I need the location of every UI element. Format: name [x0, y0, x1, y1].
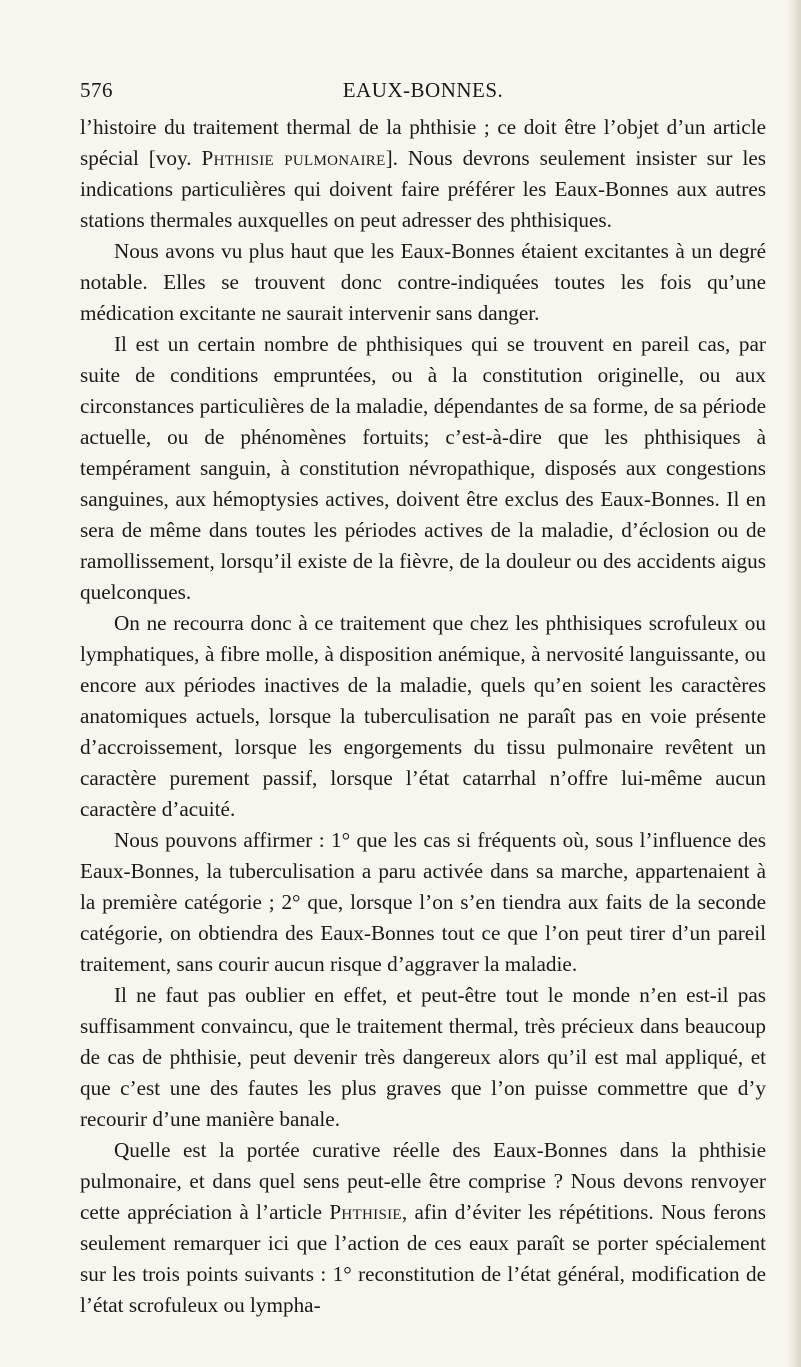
- paragraph-6: Il ne faut pas oublier en effet, et peut-être tout le monde n’en est-il pas suffisamment convaincu, que le traitement thermal, très précieux dans beaucoup de cas de phthisie, peut devenir très dangereux alors qu’il est mal appliqué, et que c’est une des fautes les plus graves que l’on puisse commettre que d’y recourir d’une manière banale.: [80, 983, 766, 1131]
- running-header: [80, 78, 766, 106]
- paragraph-3: Il est un certain nombre de phthisiques qui se trouvent en pareil cas, par suite de conditions empruntées, ou à la constitution originelle, ou aux circonstances particulières de la maladie, dépendantes de sa forme, de sa période actuelle, ou de phénomènes fortuits; c’est-à-dire que les phthisiques à tempérament sanguin, à constitution névropathique, disposés aux congestions sanguines, aux hémoptysies actives, doivent être exclus des Eaux-Bonnes. Il en sera de même dans toutes les périodes actives de la maladie, d’éclosion ou de ramollissement, lorsqu’il existe de la fièvre, de la douleur ou des accidents aigus quelconques.: [80, 332, 766, 604]
- cross-reference-phthisie-pulmonaire: Phthisie pulmonaire: [201, 146, 386, 170]
- page-edge-shadow: [787, 0, 801, 1367]
- paragraph-4: On ne recourra donc à ce traitement que chez les phthisiques scrofuleux ou lymphatiques, à fibre molle, à disposition anémique, à nervosité languissante, ou encore aux périodes inactives de la maladie, quels qu’en soient les caractères anatomiques actuels, lorsque la tuberculisation ne paraît pas en voie présente d’accroissement, lorsque les engorgements du tissu pulmonaire revêtent un caractère purement passif, lorsque l’état catarrhal n’offre lui-même aucun caractère d’acuité.: [80, 611, 766, 821]
- paragraph-2: Nous avons vu plus haut que les Eaux-Bonnes étaient excitantes à un degré notable. Elles se trouvent donc contre-indiquées toutes les fois qu’une médication excitante ne saurait intervenir sans danger.: [80, 239, 766, 325]
- paragraph-5: Nous pouvons affirmer : 1° que les cas si fréquents où, sous l’influence des Eaux-Bonnes, la tuberculisation a paru activée dans sa marche, appartenaient à la première catégorie ; 2° que, lorsque l’on s’en tiendra aux faits de la seconde catégorie, on obtiendra des Eaux-Bonnes tout ce que l’on peut tirer d’un pareil traitement, sans courir aucun risque d’aggraver la maladie.: [80, 828, 766, 976]
- paragraph-7-text-a: Quelle est la portée curative réelle des Eaux-Bonnes dans la phthisie pulmonaire, et dans quel sens peut-elle être comprise ? Nous devons renvoyer cette appréciation à l’article: [80, 1138, 766, 1224]
- paragraph-1: [80, 112, 766, 236]
- paragraph-1-text-a: l’histoire du traitement thermal de la phthisie ; ce doit être l’objet d’un article spécial [voy.: [80, 115, 766, 170]
- body-text: [80, 112, 766, 1321]
- page-number: 576: [80, 78, 113, 102]
- running-title: EAUX-BONNES.: [342, 78, 504, 102]
- cross-reference-phthisie: Phthisie: [329, 1200, 402, 1224]
- paragraph-7: [80, 1135, 766, 1321]
- paragraph-7-text-b: , afin d’éviter les répétitions. Nous ferons seulement remarquer ici que l’action de ces eaux paraît se porter spécialement sur les trois points suivants : 1° reconstitution de l’état général, modification de l’état scrofuleux ou lympha-: [80, 1200, 766, 1317]
- paragraph-1-text-b: ]. Nous devrons seulement insister sur les indications particulières qui doivent faire préférer les Eaux-Bonnes aux autres stations thermales auxquelles on peut adresser des phthisiques.: [80, 146, 766, 232]
